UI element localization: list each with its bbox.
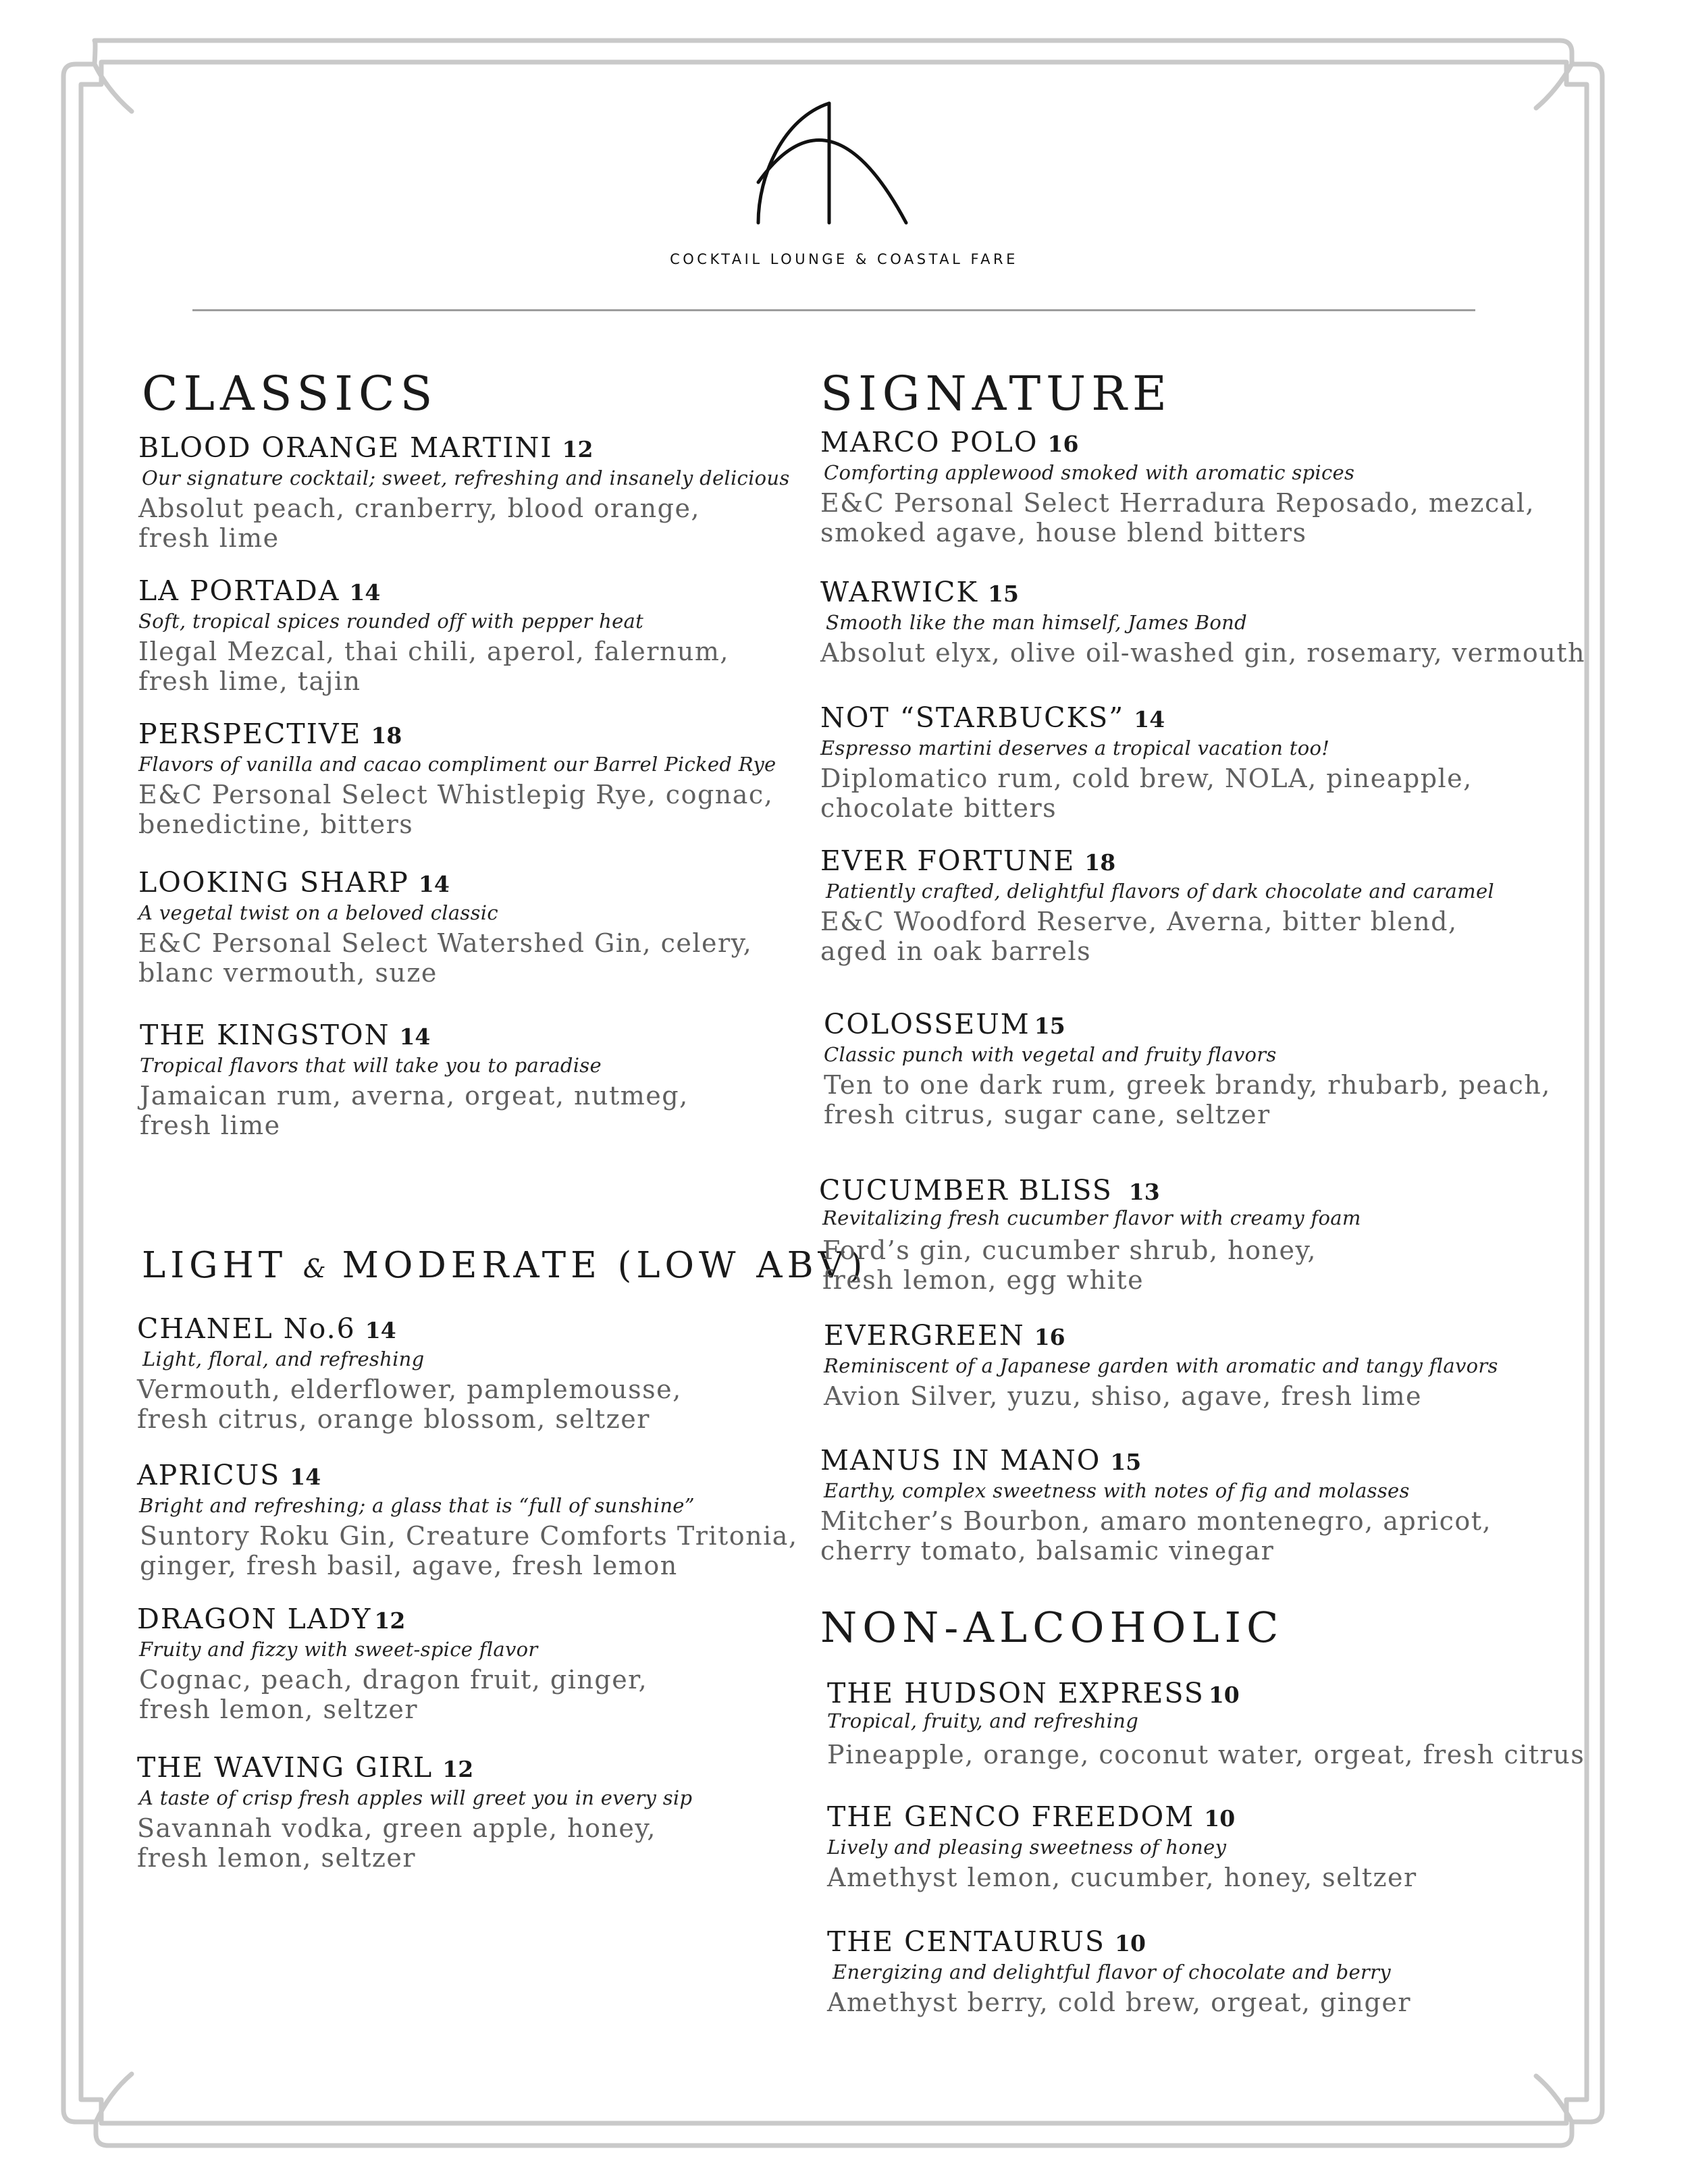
item-ingredients-line: fresh lemon, seltzer [139,1695,419,1725]
item-ingredients-line: Ten to one dark rum, greek brandy, rhubarb, peach, [824,1069,1551,1100]
menu-item-the-centaurus [827,1926,1411,2017]
item-name: DRAGON LADY [137,1603,372,1635]
item-ingredients-line: Avion Silver, yuzu, shiso, agave, fresh lime [824,1381,1423,1411]
item-name: PERSPECTIVE [138,718,362,750]
item-ingredients-line: fresh lemon, egg white [822,1265,1144,1296]
item-price: 16 [1034,1324,1065,1350]
section-title-signature: SIGNATURE [820,366,1172,421]
item-description: Reminiscent of a Japanese garden with aromatic and tangy flavors [824,1354,1498,1378]
item-name: WARWICK [820,576,979,608]
item-ingredients-line: Suntory Roku Gin, Creature Comforts Tritonia, [140,1520,798,1551]
item-name: LOOKING SHARP [138,866,409,899]
tagline: COCKTAIL LOUNGE & COASTAL FARE [670,251,1018,267]
item-ingredients-line: Amethyst berry, cold brew, orgeat, ginger [827,1987,1411,2017]
item-price: 15 [1034,1013,1065,1039]
item-ingredients-line: Ilegal Mezcal, thai chili, aperol, falernum, [138,636,729,666]
item-ingredients-line: chocolate bitters [820,793,1057,824]
item-ingredients-line: Ford’s gin, cucumber shrub, honey, [822,1235,1317,1265]
item-name: LA PORTADA [138,575,340,607]
menu-item-the-kingston [140,1019,689,1141]
item-description: Our signature cocktail; sweet, refreshing and insanely delicious [142,467,790,490]
menu-item-ever-fortune [820,845,1494,967]
item-ingredients-line: fresh citrus, orange blossom, seltzer [137,1404,650,1435]
item-description: Earthy, complex sweetness with notes of fig and molasses [824,1479,1410,1503]
item-ingredients-line: fresh lemon, seltzer [137,1843,417,1873]
menu-item-dragon-lady [137,1603,648,1725]
item-price: 18 [371,722,402,749]
item-name: THE WAVING GIRL [137,1751,433,1784]
item-name: THE GENCO FREEDOM [827,1801,1195,1833]
item-description: Tropical, fruity, and refreshing [827,1709,1139,1733]
title-part: MODERATE (LOW ABV) [342,1245,868,1286]
item-price: 12 [562,436,594,462]
item-description: A vegetal twist on a beloved classic [138,901,498,925]
item-ingredients-line: Pineapple, orange, coconut water, orgeat, fresh citrus [827,1739,1585,1769]
menu-item-manus-in-mano [820,1445,1492,1566]
item-price: 14 [365,1317,396,1343]
item-ingredients-line: Absolut elyx, olive oil-washed gin, rosemary, vermouth [820,637,1585,668]
menu-item-the-hudson-express [827,1678,1585,1769]
item-description: Patiently crafted, delightful flavors of dark chocolate and caramel [826,880,1494,903]
item-ingredients-line: cherry tomato, balsamic vinegar [820,1536,1275,1566]
item-name: COLOSSEUM [824,1008,1030,1040]
item-description: Comforting applewood smoked with aromatic spices [824,461,1355,485]
item-ingredients-line: smoked agave, house blend bitters [820,518,1307,548]
section-title-light-moderate [142,1245,868,1286]
item-ingredients-line: benedictine, bitters [138,809,414,840]
menu-item-marco-polo [820,427,1535,548]
item-name: THE CENTAURUS [827,1925,1106,1958]
item-description: Lively and pleasing sweetness of honey [827,1836,1227,1859]
ah-logo-icon [756,101,908,226]
item-price: 10 [1204,1805,1236,1832]
item-ingredients-line: Savannah vodka, green apple, honey, [137,1813,656,1843]
item-ingredients-line: aged in oak barrels [820,936,1092,967]
item-description: Bright and refreshing; a glass that is “full of sunshine” [139,1494,695,1518]
item-price: 14 [290,1464,321,1490]
item-ingredients-line: Jamaican rum, averna, orgeat, nutmeg, [140,1080,689,1111]
item-name: NOT “STARBUCKS” [820,701,1125,734]
menu-item-blood-orange-martini [138,432,790,554]
item-name: MARCO POLO [820,426,1038,458]
item-price: 12 [442,1756,474,1782]
section-title-non-alcoholic: NON-ALCOHOLIC [820,1603,1284,1652]
menu-item-colosseum [824,1009,1551,1130]
item-name: THE KINGSTON [140,1019,390,1051]
menu-item-cucumber-bliss [819,1175,1361,1296]
item-price: 13 [1128,1179,1160,1205]
item-ingredients-line: Absolut peach, cranberry, blood orange, [138,493,701,523]
menu-item-la-portada [138,575,729,697]
menu-item-looking-sharp [138,867,752,988]
item-price: 15 [988,581,1019,607]
title-ampersand: & [302,1254,326,1283]
menu-item-warwick [820,577,1585,668]
item-name: MANUS IN MANO [820,1444,1101,1476]
section-title-classics: CLASSICS [142,366,438,421]
item-description: Energizing and delightful flavor of chocolate and berry [833,1961,1391,1984]
item-ingredients-line: fresh citrus, sugar cane, seltzer [824,1100,1271,1130]
menu-item-chanel-no6 [137,1313,682,1435]
item-name: APRICUS [137,1459,281,1491]
item-name: CHANEL No.6 [137,1312,356,1345]
item-price: 16 [1047,431,1079,457]
item-ingredients-line: E&C Personal Select Watershed Gin, celery, [138,928,753,958]
item-price: 12 [374,1607,406,1634]
item-description: Revitalizing fresh cucumber flavor with creamy foam [822,1206,1361,1230]
menu-item-perspective [138,718,776,840]
item-description: Flavors of vanilla and cacao compliment our Barrel Picked Rye [138,753,776,776]
item-price: 10 [1115,1930,1146,1956]
menu-item-not-starbucks [820,702,1473,824]
menu-item-the-genco-freedom [827,1801,1417,1892]
item-ingredients-line: ginger, fresh basil, agave, fresh lemon [140,1551,678,1581]
item-name: EVER FORTUNE [820,845,1076,877]
item-name: EVERGREEN [824,1319,1025,1352]
item-description: Soft, tropical spices rounded off with pepper heat [138,610,644,633]
item-description: Smooth like the man himself, James Bond [826,611,1248,635]
item-ingredients-line: Amethyst lemon, cucumber, honey, seltzer [827,1862,1417,1892]
item-price: 14 [349,579,381,606]
title-part: LIGHT [142,1245,288,1286]
menu-item-evergreen [824,1320,1498,1411]
item-name: THE HUDSON EXPRESS [827,1677,1205,1709]
item-name: BLOOD ORANGE MARTINI [138,431,553,464]
item-ingredients-line: E&C Woodford Reserve, Averna, bitter blend, [820,906,1458,936]
item-ingredients-line: Vermouth, elderflower, pamplemousse, [137,1374,682,1404]
item-description: Espresso martini deserves a tropical vacation too! [820,737,1330,760]
item-ingredients-line: Diplomatico rum, cold brew, NOLA, pineapple, [820,763,1473,793]
item-ingredients-line: fresh lime [138,523,280,554]
item-price: 18 [1084,849,1116,876]
item-price: 14 [1134,706,1165,733]
item-ingredients-line: E&C Personal Select Whistlepig Rye, cognac, [138,779,774,809]
item-description: Classic punch with vegetal and fruity flavors [824,1043,1277,1067]
item-price: 15 [1110,1449,1142,1475]
item-price: 14 [399,1023,431,1050]
item-ingredients-line: blanc vermouth, suze [138,958,438,988]
item-description: Fruity and fizzy with sweet-spice flavor [139,1638,538,1661]
item-name: CUCUMBER BLISS [819,1174,1113,1206]
item-ingredients-line: Mitcher’s Bourbon, amaro montenegro, apricot, [820,1506,1492,1536]
item-description: Light, floral, and refreshing [142,1348,425,1371]
item-price: 10 [1208,1682,1240,1708]
item-ingredients-line: Cognac, peach, dragon fruit, ginger, [139,1664,648,1695]
item-price: 14 [418,871,450,897]
header-divider [192,309,1475,311]
item-ingredients-line: E&C Personal Select Herradura Reposado, mezcal, [820,487,1535,518]
item-ingredients-line: fresh lime, tajin [138,666,361,697]
item-ingredients-line: fresh lime [140,1111,281,1141]
item-description: Tropical flavors that will take you to paradise [140,1054,602,1077]
menu-item-the-waving-girl [137,1752,692,1873]
menu-item-apricus [137,1460,798,1581]
item-description: A taste of crisp fresh apples will greet you in every sip [139,1786,693,1810]
